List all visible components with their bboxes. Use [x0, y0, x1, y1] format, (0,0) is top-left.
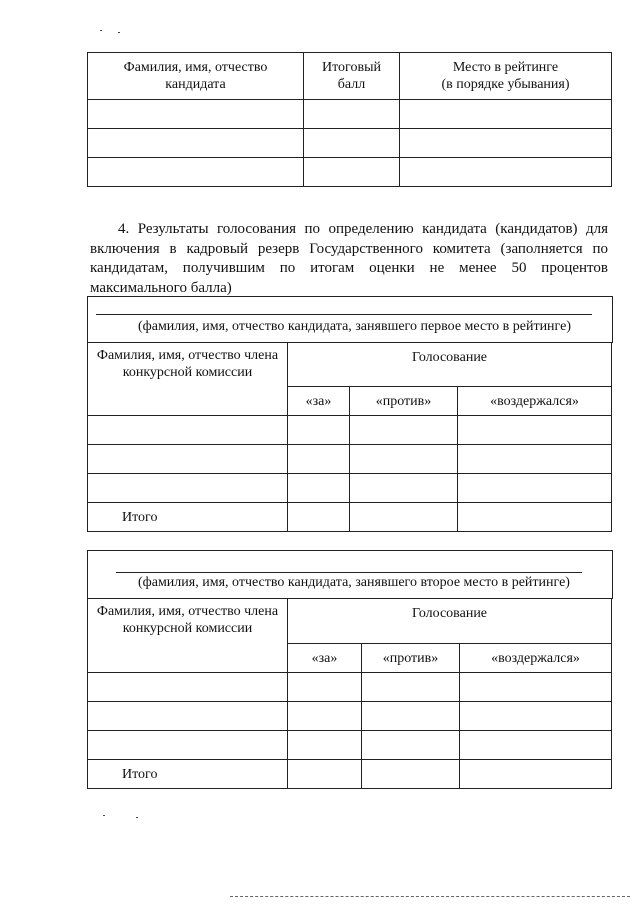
- table-row: [88, 416, 612, 445]
- paragraph-text: 4. Результаты голосования по определению кандидата (кандидатов) для включения в кадровый резерв Государственного комитета (заполняется по кандидатам, получившим по итогам оценки не менее 50 процентов максимального балла): [90, 221, 608, 296]
- header-rating-place: Место в рейтинге (в порядке убывания): [400, 53, 612, 100]
- header-final-score: Итоговый балл: [304, 53, 400, 100]
- vote-table-2-caption-box: [87, 550, 613, 599]
- table-row: [88, 158, 612, 187]
- total-label: Итого: [88, 760, 288, 789]
- table-cell[interactable]: [350, 503, 458, 532]
- option-against: «против»: [362, 644, 460, 673]
- voting-header: Голосование: [288, 599, 612, 644]
- option-abstain: «воздержался»: [460, 644, 612, 673]
- option-against: «против»: [350, 387, 458, 416]
- table-cell[interactable]: [362, 702, 460, 731]
- table-row: [88, 731, 612, 760]
- table-cell[interactable]: [288, 702, 362, 731]
- table-cell[interactable]: [350, 445, 458, 474]
- table-cell[interactable]: [304, 129, 400, 158]
- table-cell[interactable]: [88, 158, 304, 187]
- member-name-header: Фамилия, имя, отчество члена конкурсной комиссии: [88, 599, 288, 673]
- table-cell[interactable]: [460, 702, 612, 731]
- table-cell[interactable]: [88, 416, 288, 445]
- table-cell[interactable]: [460, 731, 612, 760]
- table-cell[interactable]: [304, 158, 400, 187]
- table-cell[interactable]: [350, 416, 458, 445]
- total-row: [88, 760, 612, 789]
- total-label: Итого: [88, 503, 288, 532]
- table-cell[interactable]: [88, 100, 304, 129]
- table-cell[interactable]: [288, 673, 362, 702]
- table-cell[interactable]: [288, 503, 350, 532]
- table-row: [88, 129, 612, 158]
- table-cell[interactable]: [88, 129, 304, 158]
- table-cell[interactable]: [288, 416, 350, 445]
- table-row: [88, 474, 612, 503]
- option-for: «за»: [288, 387, 350, 416]
- table-cell[interactable]: [288, 474, 350, 503]
- scan-mark: [100, 30, 102, 31]
- section-4-paragraph: [90, 220, 608, 298]
- member-name-header: Фамилия, имя, отчество члена конкурсной комиссии: [88, 343, 288, 416]
- scan-mark: [103, 815, 105, 816]
- table-cell[interactable]: [304, 100, 400, 129]
- candidate-caption: (фамилия, имя, отчество кандидата, занявшего первое место в рейтинге): [138, 319, 571, 334]
- table-cell[interactable]: [288, 731, 362, 760]
- table-cell[interactable]: [88, 673, 288, 702]
- scan-mark: [136, 817, 138, 818]
- table-cell[interactable]: [460, 673, 612, 702]
- vote-header-row: [88, 599, 612, 644]
- table-row: [88, 702, 612, 731]
- table-cell[interactable]: [88, 445, 288, 474]
- table-row: [88, 445, 612, 474]
- table-cell[interactable]: [362, 673, 460, 702]
- vote-table-2: [87, 598, 612, 789]
- table-cell[interactable]: [400, 100, 612, 129]
- table-row: [88, 100, 612, 129]
- table-cell[interactable]: [458, 474, 612, 503]
- rating-table-header-row: [88, 53, 612, 100]
- header-candidate-name: Фамилия, имя, отчество кандидата: [88, 53, 304, 100]
- table-cell[interactable]: [460, 760, 612, 789]
- table-cell[interactable]: [458, 445, 612, 474]
- table-cell[interactable]: [88, 702, 288, 731]
- table-cell[interactable]: [362, 760, 460, 789]
- table-row: [88, 673, 612, 702]
- vote-table-1-caption-box: [87, 296, 613, 343]
- total-row: [88, 503, 612, 532]
- voting-header: Голосование: [288, 343, 612, 387]
- table-cell[interactable]: [288, 445, 350, 474]
- option-abstain: «воздержался»: [458, 387, 612, 416]
- table-cell[interactable]: [400, 129, 612, 158]
- table-cell[interactable]: [458, 416, 612, 445]
- candidate-caption: (фамилия, имя, отчество кандидата, занявшего второе место в рейтинге): [138, 575, 570, 590]
- candidate-name-line: [96, 314, 592, 315]
- table-cell[interactable]: [350, 474, 458, 503]
- table-cell[interactable]: [288, 760, 362, 789]
- scan-mark: [118, 32, 120, 33]
- option-for: «за»: [288, 644, 362, 673]
- table-cell[interactable]: [88, 731, 288, 760]
- table-cell[interactable]: [362, 731, 460, 760]
- table-cell[interactable]: [400, 158, 612, 187]
- candidate-name-line: [116, 572, 582, 573]
- scan-edge-line: [230, 896, 630, 897]
- vote-table-1: [87, 342, 612, 532]
- table-cell[interactable]: [458, 503, 612, 532]
- table-cell[interactable]: [88, 474, 288, 503]
- vote-header-row: [88, 343, 612, 387]
- rating-table: [87, 52, 612, 187]
